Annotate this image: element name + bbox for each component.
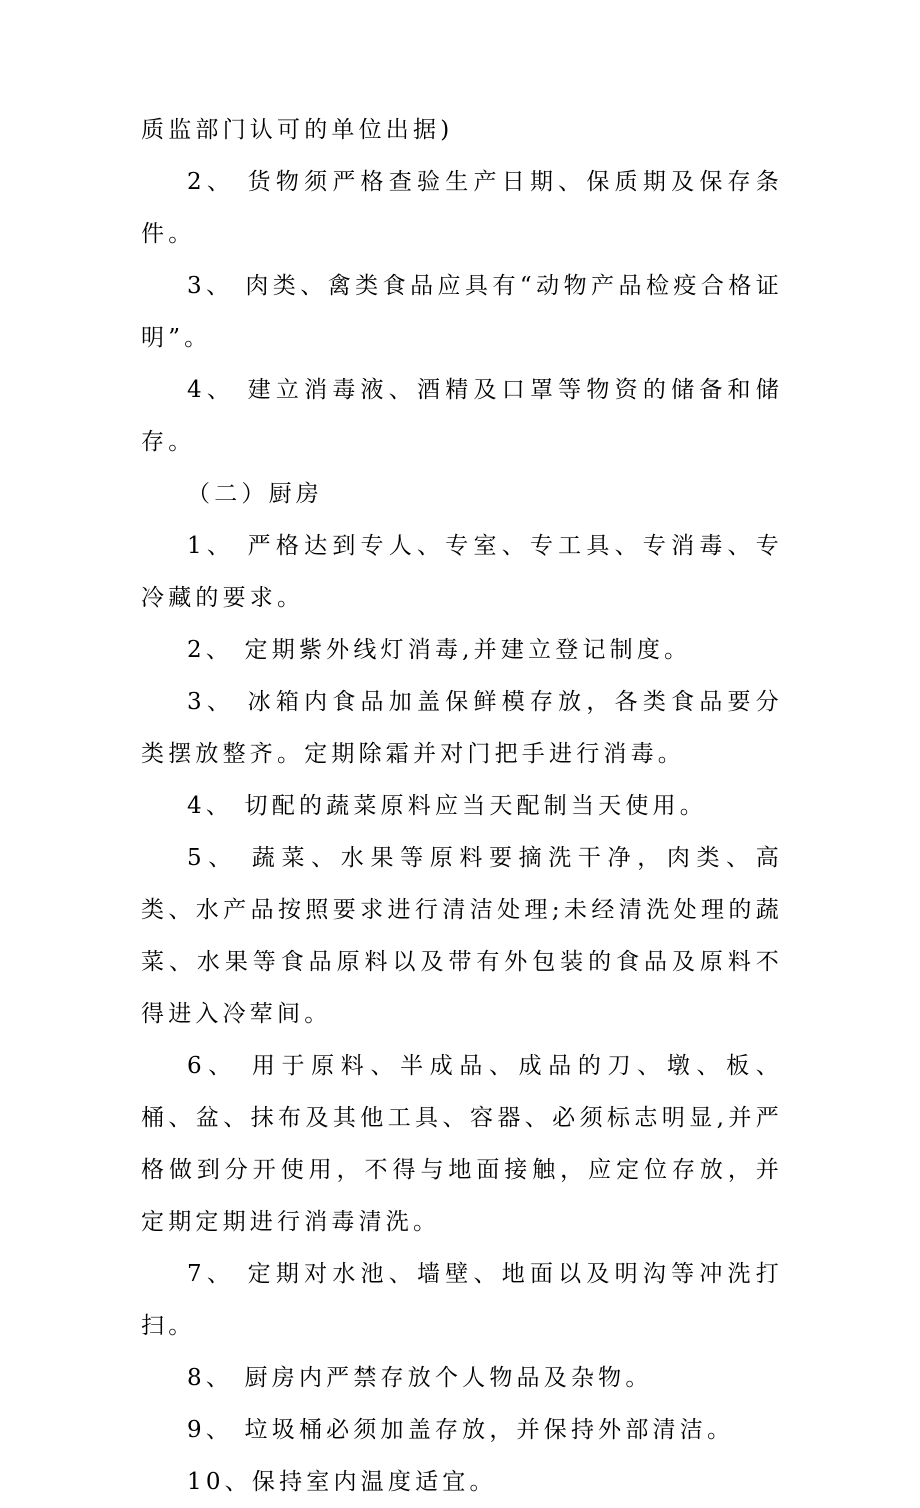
paragraph-item: 8、 厨房内严禁存放个人物品及杂物。 xyxy=(187,1365,653,1391)
paragraph-item: 5、 蔬菜、水果等原料要摘洗干净，肉类、高类、水产品按照要求进行清洁处理;未经清洗处理的蔬菜、水果等食品原料以及带有外包装的食品及原料不得进入冷荤间。 xyxy=(141,845,783,1027)
section-heading-kitchen: （二）厨房 xyxy=(187,481,323,507)
paragraph-item: 3、 冰箱内食品加盖保鲜模存放，各类食品要分类摆放整齐。定期除霜并对门把手进行消毒。 xyxy=(141,689,783,767)
paragraph-item: 7、 定期对水池、墙壁、地面以及明沟等冲洗打扫。 xyxy=(141,1261,783,1339)
paragraph-item: 3、 肉类、禽类食品应具有“动物产品检疫合格证明”。 xyxy=(141,273,783,351)
paragraph-item: 9、 垃圾桶必须加盖存放，并保持外部清洁。 xyxy=(187,1417,735,1443)
paragraph-item: 2、 定期紫外线灯消毒,并建立登记制度。 xyxy=(187,637,692,663)
document-body xyxy=(141,104,783,1508)
paragraph-item: 4、 建立消毒液、酒精及口罩等物资的储备和储存。 xyxy=(141,377,783,455)
paragraph-item: 6、 用于原料、半成品、成品的刀、墩、板、桶、盆、抹布及其他工具、容器、必须标志明显,并严格做到分开使用，不得与地面接触，应定位存放，并定期定期进行消毒清洗。 xyxy=(141,1053,783,1235)
paragraph-item: 10、保持室内温度适宜。 xyxy=(187,1469,497,1495)
paragraph-continuation: 质监部门认可的单位出据) xyxy=(141,117,454,143)
paragraph-item: 1、 严格达到专人、专室、专工具、专消毒、专冷藏的要求。 xyxy=(141,533,783,611)
paragraph-item: 4、 切配的蔬菜原料应当天配制当天使用。 xyxy=(187,793,707,819)
paragraph-item: 2、 货物须严格查验生产日期、保质期及保存条件。 xyxy=(141,169,783,247)
